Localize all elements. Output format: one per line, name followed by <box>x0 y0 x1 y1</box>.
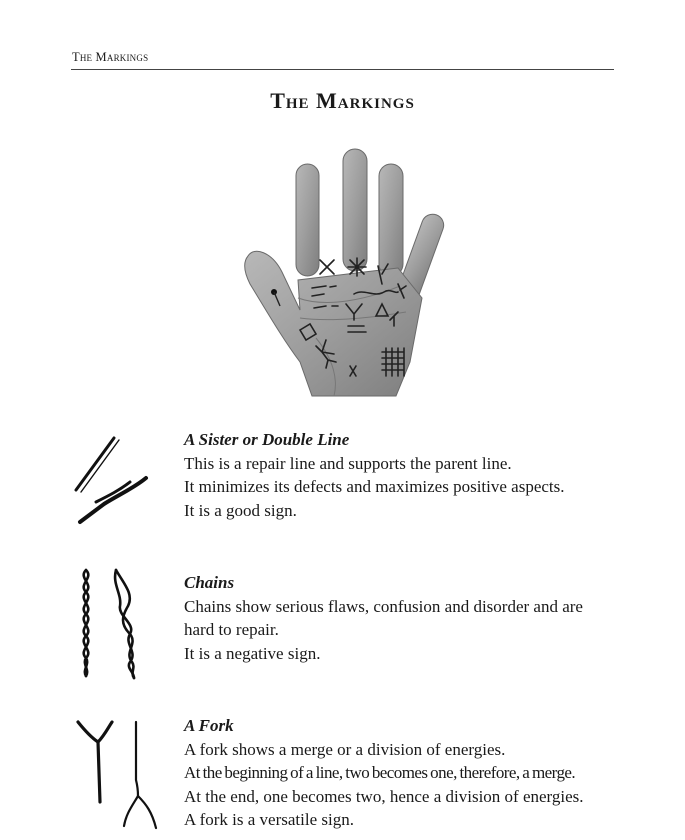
entry-title: A Sister or Double Line <box>184 430 350 449</box>
entry-text-line: A fork shows a merge or a division of energies. <box>184 739 506 759</box>
entry-text-line: It minimizes its defects and maximizes positive aspects. <box>184 477 565 496</box>
entry-sister-line <box>184 428 624 522</box>
entry-text-line: This is a repair line and supports the parent line. <box>184 453 512 473</box>
entry-text-line: It is a negative sign. <box>184 643 321 663</box>
header-rule <box>71 69 614 70</box>
entry-text-line: hard to repair. <box>184 620 279 639</box>
page-title: The Markings <box>270 88 415 113</box>
entry-text-line: At the beginning of a line, two becomes one, therefore, a merge. <box>184 763 576 782</box>
entry-fork <box>184 714 624 832</box>
entry-text-line: A fork is a versatile sign. <box>184 810 354 829</box>
hand-with-markings-illustration <box>238 148 446 400</box>
entry-text-line: It is a good sign. <box>184 500 297 520</box>
entry-text-line: Chains show serious flaws, confusion and disorder and are <box>184 596 583 616</box>
chain-lines-icon <box>68 566 154 682</box>
running-head: The Markings <box>72 50 149 64</box>
double-line-icon <box>68 432 154 532</box>
fork-lines-icon <box>68 716 168 836</box>
entry-title: Chains <box>184 573 235 592</box>
entry-title: A Fork <box>184 716 234 735</box>
entry-chains <box>184 571 624 665</box>
entry-text-line: At the end, one becomes two, hence a division of energies. <box>184 786 584 806</box>
